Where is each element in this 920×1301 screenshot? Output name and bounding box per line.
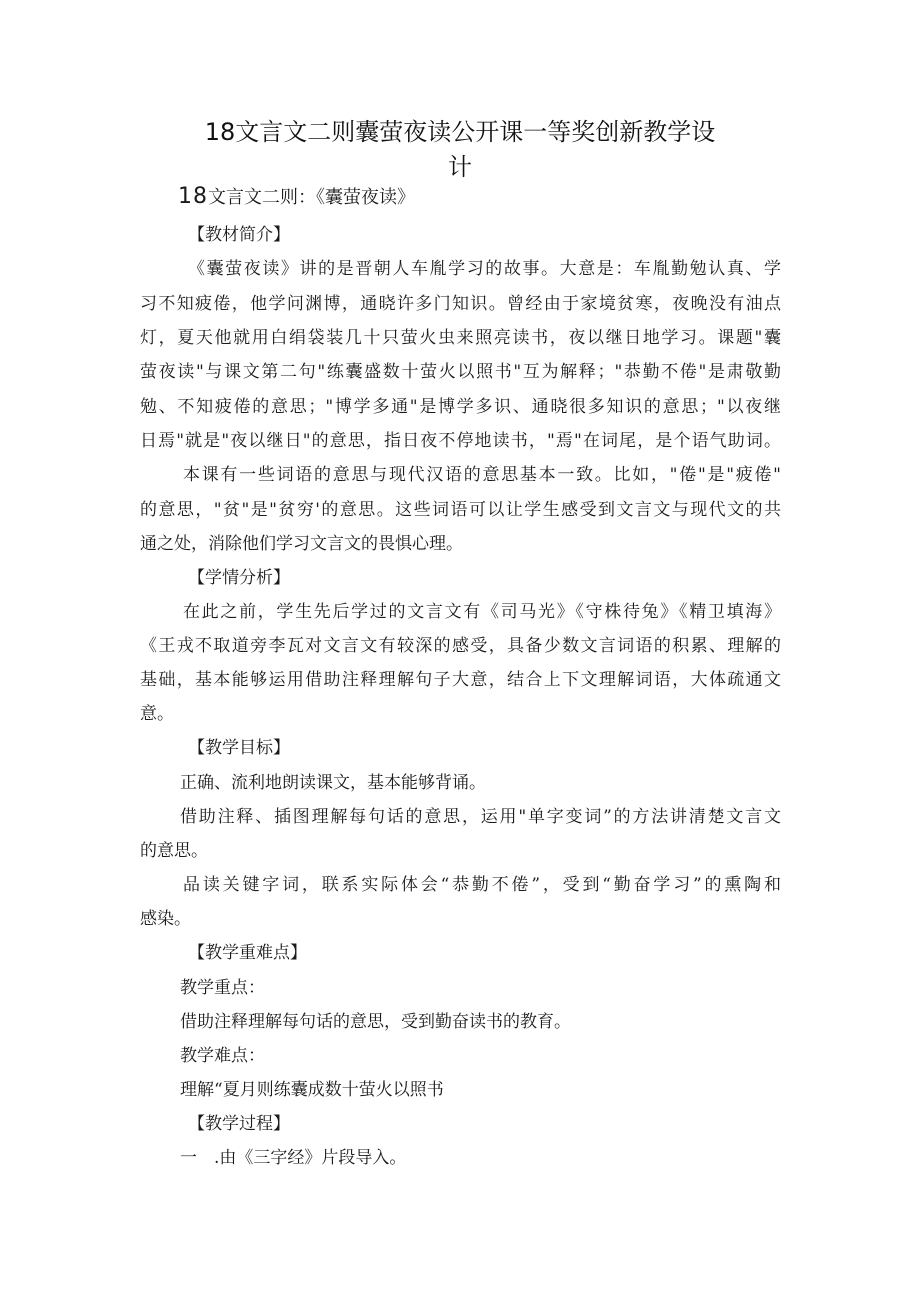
subtitle [178, 184, 415, 211]
analysis-paragraph-line: 《王戎不取道旁李瓦对文言文有较深的感受，具备少数文言词语的积累、理解的 [140, 636, 781, 656]
section-heading-analysis: 【学情分析】 [188, 568, 290, 588]
document-title-line-2: 计 [448, 153, 472, 181]
intro-paragraph-1-line: 灯，夏天他就用白绢袋装几十只萤火虫来照亮读书，夜以继日地学习。课题"囊 [140, 328, 781, 348]
intro-paragraph-1-line: 习不知疲倦，他学问渊博，通晓许多门知识。曾经由于家境贫寒，夜晚没有油点 [140, 294, 781, 314]
analysis-paragraph-line: 基础，基本能够运用借助注释理解句子大意，结合上下文理解词语，大体疏通文 [140, 670, 781, 690]
difficulty-text: 理解“夏月则练囊成数十萤火以照书 [180, 1080, 444, 1100]
section-heading-intro: 【教材简介】 [188, 225, 290, 245]
intro-paragraph-1-line: 萤夜读"与课文第二句"练囊盛数十萤火以照书"互为解释；"恭勤不倦"是肃敬勤 [140, 362, 781, 382]
analysis-paragraph-line: 在此之前，学生先后学过的文言文有《司马光》《守株待兔》《精卫填海》 [183, 602, 781, 622]
intro-paragraph-2-line: 本课有一些词语的意思与现代汉语的意思基本一致。比如，"倦"是"疲倦" [183, 465, 781, 485]
subtitle-text: 文言文二则：《囊萤夜读》 [208, 187, 415, 208]
goal-2-line: 借助注释、插图理解每句话的意思，运用"单字变词”的方法讲清楚文言文 [180, 807, 781, 827]
process-item-1: 一 .由《三字经》片段导入。 [180, 1148, 407, 1168]
goal-1: 正确、流利地朗读课文，基本能够背诵。 [180, 773, 486, 793]
subtitle-number: 18 [178, 184, 208, 209]
key-point-label: 教学重点： [180, 978, 265, 998]
document-title-line-1: 18文言文二则囊萤夜读公开课一等奖创新教学设 [204, 118, 716, 146]
intro-paragraph-1-line: 勉、不知疲倦的意思；"博学多通"是博学多识、通晓很多知识的意思；"以夜继 [140, 397, 781, 417]
goal-3-line: 感染。 [140, 909, 191, 929]
key-point-text: 借助注释理解每句话的意思，受到勤奋读书的教育。 [180, 1012, 571, 1032]
intro-paragraph-2-line: 的意思，"贫"是"贫穷'的意思。这些词语可以让学生感受到文言文与现代文的共 [140, 500, 781, 520]
section-heading-keypoints: 【教学重难点】 [188, 943, 307, 963]
section-heading-goals: 【教学目标】 [188, 738, 290, 758]
goal-3-line: 品读关键字词，联系实际体会“恭勤不倦”，受到“勤奋学习”的熏陶和 [183, 875, 781, 895]
goal-2-line: 的意思。 [140, 841, 208, 861]
intro-paragraph-1-line: 《囊萤夜读》讲的是晋朝人车胤学习的故事。大意是：车胤勤勉认真、学 [188, 259, 781, 279]
analysis-paragraph-line: 意。 [140, 704, 174, 724]
section-heading-process: 【教学过程】 [188, 1114, 290, 1134]
intro-paragraph-2-line: 通之处，消除他们学习文言文的畏惧心理。 [140, 534, 463, 554]
difficulty-label: 教学难点： [180, 1046, 265, 1066]
intro-paragraph-1-line: 日焉"就是"夜以继日"的意思，指日夜不停地读书，"焉"在词尾，是个语气助词。 [140, 431, 781, 451]
